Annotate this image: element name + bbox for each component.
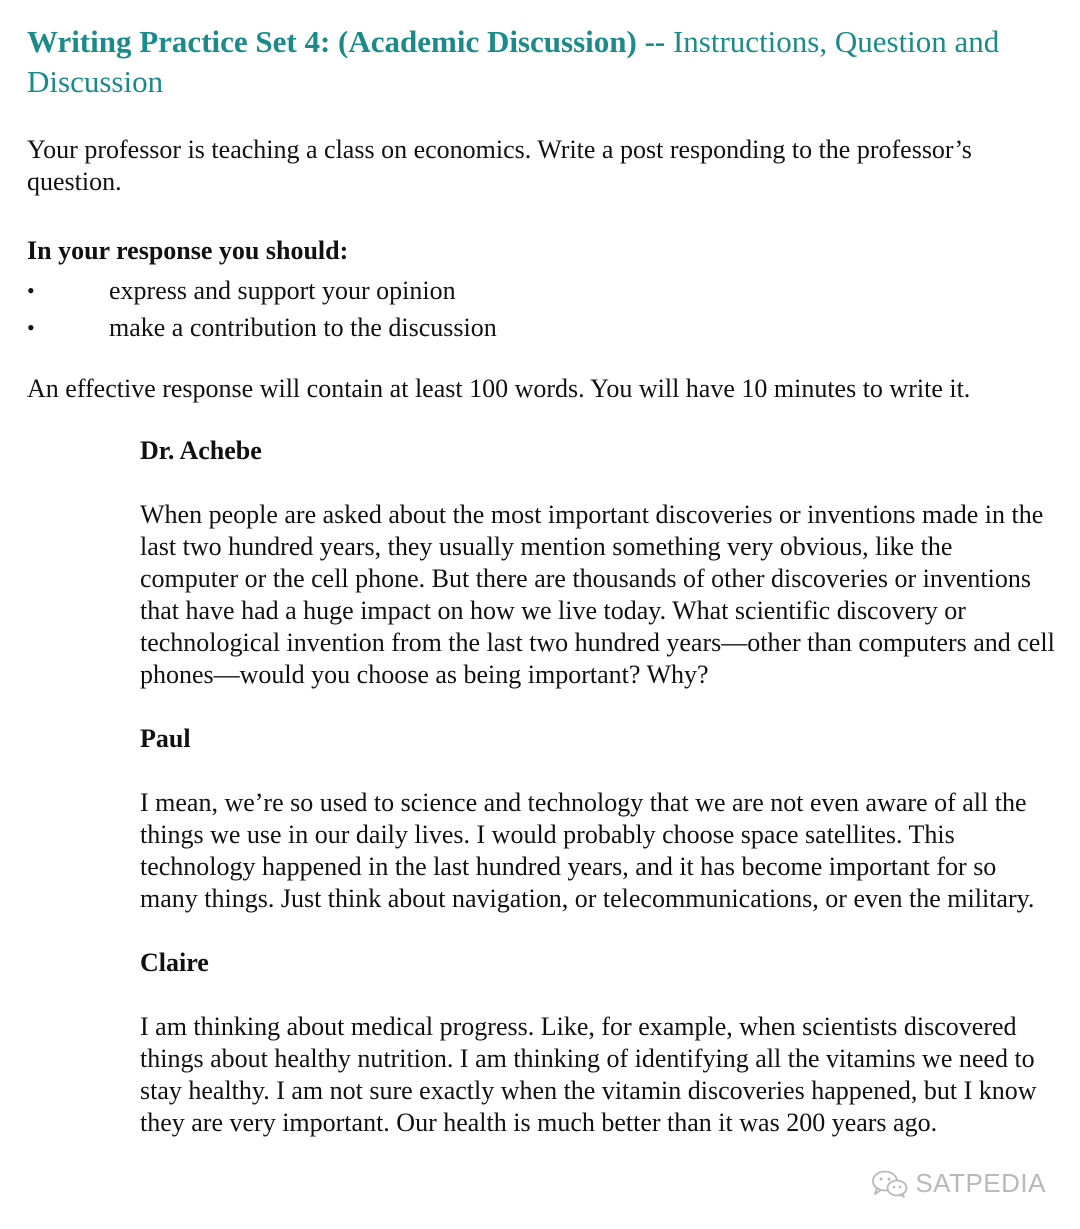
title-bold-part: Writing Practice Set 4: (Academic Discussion) --: [27, 24, 666, 59]
effective-response-note: An effective response will contain at least 100 words. You will have 10 minutes to write it.: [27, 374, 971, 403]
bullet-text: express and support your opinion: [109, 276, 456, 305]
page-title: [27, 22, 1017, 102]
bullet-dot-icon: •: [27, 315, 35, 340]
speaker-name-professor: Dr. Achebe: [140, 436, 262, 465]
post-claire: I am thinking about medical progress. Like, for example, when scientists discovered things about healthy nutrition. I am thinking of identifying all the vitamins we need to stay healthy. I am not sure exactly when the vitamin discoveries happened, but I know they are very important. Our health is much better than it was 200 years ago.: [140, 1012, 1037, 1137]
bullet-item: [27, 272, 1057, 309]
title-regular-part: Instructions, Question and Discussion: [27, 24, 1000, 99]
speaker-name-claire: Claire: [140, 948, 209, 977]
response-heading: In your response you should:: [27, 236, 349, 265]
post-professor: When people are asked about the most important discoveries or inventions made in the last two hundred years, they usually mention something very obvious, like the computer or the cell phone. But there are thousands of other discoveries or inventions that have had a huge impact on how we live today. What scientific discovery or technological invention from the last two hundred years—other than computers and cell phones—would you choose as being important? Why?: [140, 500, 1055, 689]
watermark: [871, 1168, 1046, 1199]
intro-paragraph: Your professor is teaching a class on economics. Write a post responding to the professor’s question.: [27, 135, 972, 196]
discussion-thread: [140, 435, 1055, 1139]
post-paul: I mean, we’re so used to science and technology that we are not even aware of all the things we use in our daily lives. I would probably choose space satellites. This technology happened in the last hundred years, and it has become important for so many things. Just think about navigation, or telecommunications, or even the military.: [140, 788, 1035, 913]
bullet-item: [27, 309, 1057, 346]
speaker-name-paul: Paul: [140, 724, 191, 753]
document-page: [27, 22, 1057, 1139]
bullet-text: make a contribution to the discussion: [109, 313, 497, 342]
wechat-icon: [871, 1169, 909, 1199]
watermark-text: SATPEDIA: [915, 1168, 1046, 1198]
bullet-dot-icon: •: [27, 278, 35, 303]
response-bullet-list: [27, 272, 1057, 346]
